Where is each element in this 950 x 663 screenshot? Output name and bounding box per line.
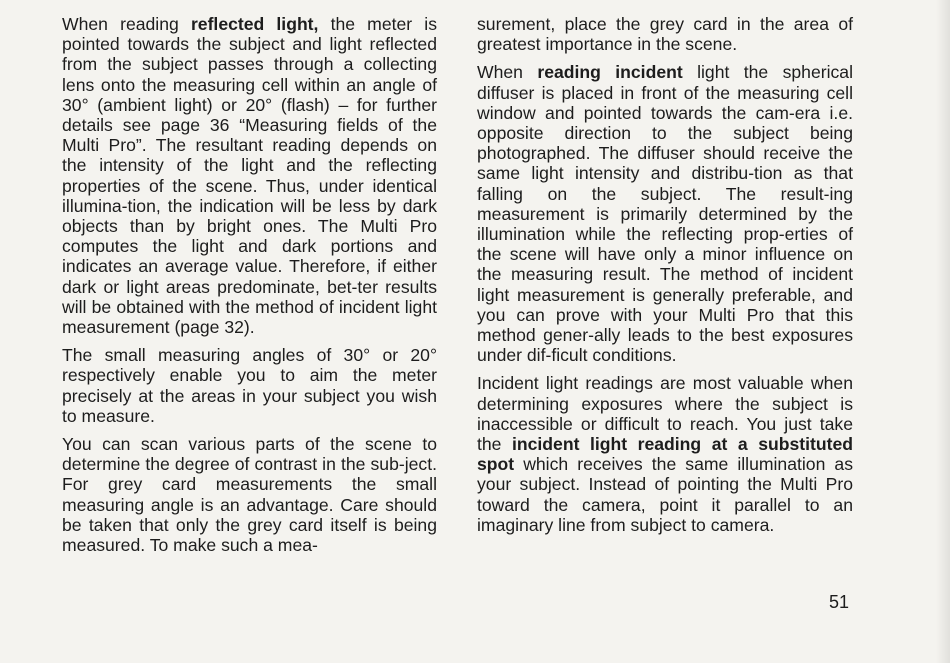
bold-term-substituted-spot: incident light reading at a substituted spot: [477, 434, 853, 475]
paragraph-substituted-spot: [477, 373, 853, 535]
left-column: [62, 14, 437, 563]
text-run: When reading: [62, 14, 191, 34]
page-edge-shadow: [936, 0, 950, 663]
text-run: Incident light readings are most valuable when determining exposures where the subject is inaccessible or difficult to reach. You just take the: [477, 373, 853, 455]
paragraph-scan-scene: You can scan various parts of the scene to determine the degree of contrast in the sub-ject. For grey card measurements the small measuring angle is an advantage. Care should be taken that only the grey card itself is being measured. To make such a mea-: [62, 434, 437, 556]
paragraph-reflected-light: [62, 14, 437, 337]
right-column: [477, 14, 853, 543]
text-run: the meter is pointed towards the subject and light reflected from the subject passes through a collecting lens onto the measuring cell within an angle of 30° (ambient light) or 20° (flash) – for further details see page 36 “Measuring fields of the Multi Pro”. The resultant reading depends on the intensity of the light and the reflecting properties of the scene. Thus, under identical illumina-tion, the indication will be less by dark objects than by bright ones. The Multi Pro computes the light and dark portions and indicates an average value. Therefore, if either dark or light areas predominate, bet-ter results will be obtained with the method of incident light measurement (page 32).: [62, 14, 437, 338]
paragraph-grey-card-continued: surement, place the grey card in the area of greatest importance in the scene.: [477, 14, 853, 55]
paragraph-incident-light: [477, 62, 853, 365]
page-number: 51: [829, 592, 850, 612]
bold-term-reflected-light: reflected light,: [190, 14, 319, 34]
bold-term-reading-incident: reading incident: [537, 62, 683, 83]
text-run: light the spherical diffuser is placed in front of the measuring cell window and pointed towards the cam-era i.e. opposite direction to the subject being photographed. The diffuser should receive the same light intensity and distribu-tion as that falling on the subject. The result-ing measurement is primarily determined by the illumination while the reflecting prop-erties of the scene will have only a minor influence on the measuring result. The method of incident light measurement is generally preferable, and you can prove with your Multi Pro that this method gener-ally leads to the best exposures under dif-ficult conditions.: [477, 62, 853, 366]
paragraph-measuring-angles: The small measuring angles of 30° or 20° respectively enable you to aim the meter precisely at the areas in your subject you wish to measure.: [62, 345, 437, 426]
text-run: When: [477, 62, 538, 83]
text-run: which receives the same illumination as your subject. Instead of pointing the Multi Pro toward the camera, point it parallel to an imaginary line from subject to camera.: [477, 454, 853, 535]
